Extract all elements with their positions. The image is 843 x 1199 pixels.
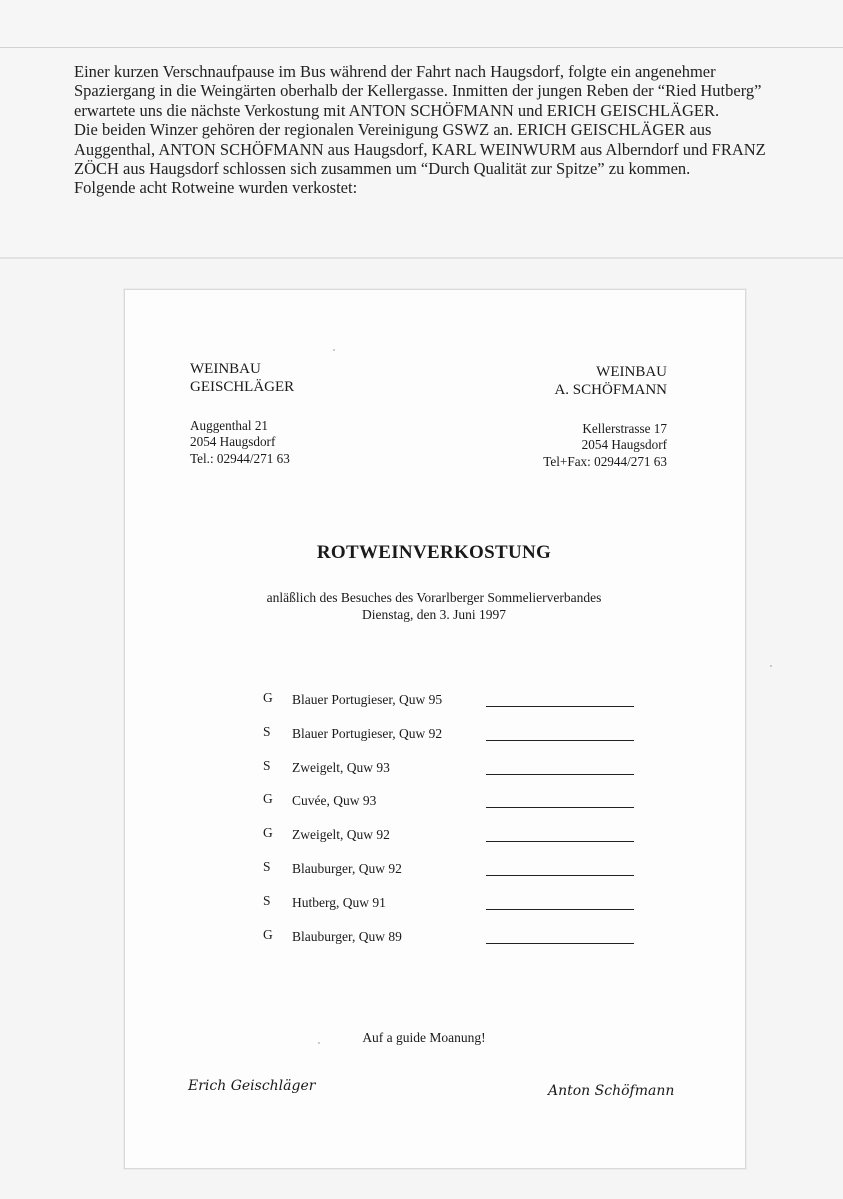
intro-paragraph-2: Die beiden Winzer gehören der regionalen Vereinigung GSWZ an. ERICH GEISCHLÄGER aus Auggenthal, ANTON SCHÖFMANN aus Haugsdorf, KARL WEINWURM aus Alberndorf und FRANZ ZÖCH aus Haugsdorf schlossen sich zusammen um “Durch Qualität zur Spitze” zu kommen. xyxy=(74,120,766,179)
subtitle-date: Dienstag, den 3. Juni 1997 xyxy=(362,606,506,622)
wine-name: Zweigelt, Quw 93 xyxy=(292,759,390,775)
wine-code: S xyxy=(263,723,271,739)
wine-code: G xyxy=(263,825,273,841)
winery-left-line1: WEINBAU xyxy=(190,361,261,377)
rating-line xyxy=(486,740,634,741)
rating-line xyxy=(486,774,634,775)
wine-code: S xyxy=(263,757,271,773)
letter-subtitle xyxy=(124,590,744,623)
wine-row xyxy=(258,859,638,893)
winery-right-city: 2054 Haugsdorf xyxy=(581,437,667,453)
letter-title: ROTWEINVERKOSTUNG xyxy=(316,542,552,563)
intro-paragraph-3: Folgende acht Rotweine wurden verkostet: xyxy=(74,178,358,198)
paper-speck xyxy=(318,1042,320,1044)
wine-row xyxy=(258,791,638,825)
wine-name: Hutberg, Quw 91 xyxy=(292,894,386,910)
winery-left-phone: Tel.: 02944/271 63 xyxy=(190,450,290,466)
winery-right-address xyxy=(543,421,667,470)
winery-left-street: Auggenthal 21 xyxy=(190,418,269,433)
rating-line xyxy=(486,943,634,944)
rating-line xyxy=(486,706,634,707)
winery-left-address xyxy=(190,418,294,467)
wine-list xyxy=(258,690,638,960)
wine-name: Blauer Portugieser, Quw 92 xyxy=(292,725,443,741)
wine-row xyxy=(258,724,638,758)
wine-code: G xyxy=(263,791,273,807)
subtitle-occasion: anläßlich des Besuches des Vorarlberger Sommelierverbandes xyxy=(266,590,602,605)
wine-name: Blauer Portugieser, Quw 95 xyxy=(292,692,443,707)
winery-left xyxy=(190,360,294,467)
wine-code: G xyxy=(263,926,273,942)
wine-row xyxy=(258,825,638,859)
wine-name: Blauburger, Quw 92 xyxy=(292,860,402,876)
winery-right xyxy=(543,363,667,470)
intro-text xyxy=(74,62,774,198)
wine-name: Zweigelt, Quw 92 xyxy=(292,827,390,843)
wine-name: Cuvée, Quw 93 xyxy=(292,793,377,809)
winery-left-city: 2054 Haugsdorf xyxy=(190,434,276,450)
rating-line xyxy=(486,807,634,808)
winery-left-line2: GEISCHLÄGER xyxy=(190,379,295,395)
winery-right-line1: WEINBAU xyxy=(596,364,667,380)
paper-speck xyxy=(333,349,335,351)
wine-code: S xyxy=(263,892,271,908)
winery-right-phone: Tel+Fax: 02944/271 63 xyxy=(543,453,667,469)
wine-name: Blauburger, Quw 89 xyxy=(292,928,402,944)
paper-speck xyxy=(770,665,772,667)
winery-right-street: Kellerstrasse 17 xyxy=(582,421,667,436)
wine-code: G xyxy=(263,690,273,705)
closing-greeting: Auf a guide Moanung! xyxy=(362,1030,486,1045)
wine-row xyxy=(258,690,638,724)
wine-row xyxy=(258,893,638,927)
wine-row xyxy=(258,758,638,792)
top-rule xyxy=(0,47,843,48)
signature-right: Anton Schöfmann xyxy=(548,1083,675,1099)
intro-paragraph-1: Einer kurzen Verschnaufpause im Bus während der Fahrt nach Haugsdorf, folgte ein angenehmer Spaziergang in die Weingärten oberhalb der Kellergasse. Inmitten der jungen Reben der “Ried Hutberg” erwartete uns die nächste Verkostung mit ANTON SCHÖFMANN und ERICH GEISCHLÄGER. xyxy=(74,62,762,120)
rating-line xyxy=(486,909,634,910)
signature-left: Erich Geischläger xyxy=(188,1078,316,1094)
rating-line xyxy=(486,841,634,842)
wine-code: S xyxy=(263,858,271,874)
wine-row xyxy=(258,927,638,961)
winery-right-line2: A. SCHÖFMANN xyxy=(554,382,667,398)
rating-line xyxy=(486,875,634,876)
